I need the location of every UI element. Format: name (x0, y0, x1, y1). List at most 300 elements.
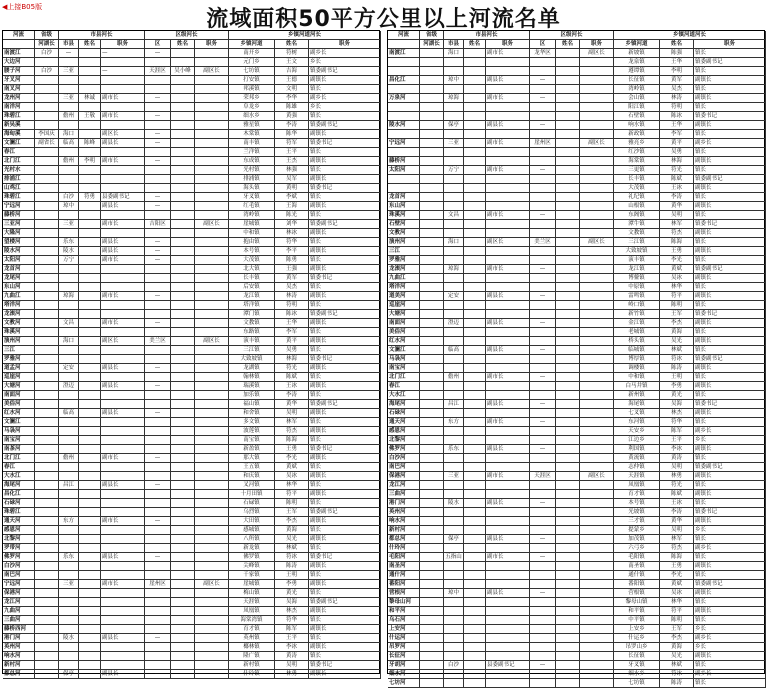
table-cell: 镇委副书记 (694, 355, 766, 364)
table-cell (420, 310, 444, 319)
table-cell (556, 670, 580, 679)
table-cell (464, 139, 486, 148)
table-cell (35, 409, 59, 418)
table-cell (580, 508, 614, 517)
table-cell (79, 76, 101, 85)
table-cell: 龙湖镇 (229, 364, 275, 373)
table-cell: 副市长 (101, 580, 145, 589)
table-cell: 副镇长 (694, 202, 766, 211)
table-cell (420, 211, 444, 220)
table-cell: 副县长 (101, 553, 145, 562)
table-cell (486, 616, 530, 625)
table-cell: 海口 (59, 337, 79, 346)
header-column-cell: 职务 (309, 40, 381, 49)
table-cell (171, 211, 195, 220)
table-cell: 副镇长 (309, 76, 381, 85)
table-cell (101, 265, 145, 274)
river-name-cell: 昌化江 (388, 76, 420, 85)
table-cell (580, 319, 614, 328)
table-cell: — (530, 445, 556, 454)
table-cell: 王华 (660, 58, 694, 67)
table-cell (171, 535, 195, 544)
table-cell: 镇长 (309, 346, 381, 355)
table-cell (145, 589, 171, 598)
table-cell (464, 112, 486, 121)
table-cell: 新政镇 (614, 130, 660, 139)
river-name-cell: 北门江 (3, 157, 35, 166)
table-cell (556, 481, 580, 490)
table-cell: 副市长 (486, 49, 530, 58)
table-cell: 邦溪镇 (229, 85, 275, 94)
table-cell: 吉海 (275, 67, 309, 76)
table-cell (530, 103, 556, 112)
table-cell (195, 175, 229, 184)
table-cell (464, 76, 486, 85)
table-cell (444, 310, 464, 319)
river-name-cell: 藤桥河 (3, 211, 35, 220)
river-name-cell: 道美河 (388, 292, 420, 301)
table-cell (464, 229, 486, 238)
table-cell (195, 364, 229, 373)
table-cell (35, 166, 59, 175)
table-cell (145, 274, 171, 283)
table-cell (444, 364, 464, 373)
river-name-cell: 响水河 (388, 517, 420, 526)
table-cell: 副区长 (101, 130, 145, 139)
table-cell: 副镇长 (694, 76, 766, 85)
table-cell: — (145, 481, 171, 490)
table-cell: 演丰镇 (614, 256, 660, 265)
table-cell (556, 229, 580, 238)
table-cell (556, 355, 580, 364)
table-cell: 新州镇 (614, 391, 660, 400)
table-cell (171, 499, 195, 508)
table-cell (486, 463, 530, 472)
table-cell (580, 301, 614, 310)
table-cell (195, 445, 229, 454)
table-cell: 黄斌 (275, 463, 309, 472)
table-cell (195, 166, 229, 175)
table-cell: 副市长 (486, 553, 530, 562)
table-cell (556, 454, 580, 463)
table-cell: 桥头镇 (614, 337, 660, 346)
table-cell: 白沙 (35, 49, 59, 58)
table-cell (195, 265, 229, 274)
table-cell: 王强 (275, 265, 309, 274)
table-cell (556, 373, 580, 382)
table-cell: 光村镇 (229, 166, 275, 175)
table-cell: 副县长 (101, 247, 145, 256)
table-cell (101, 526, 145, 535)
table-cell (530, 436, 556, 445)
table-cell: 中原镇 (614, 283, 660, 292)
table-cell: 镇委书记 (309, 661, 381, 670)
header-group-cell: 市县河长 (444, 31, 530, 40)
table-cell: — (530, 661, 556, 670)
table-cell: 长丰镇 (614, 175, 660, 184)
table-cell (195, 121, 229, 130)
river-name-cell: 三亚河 (3, 220, 35, 229)
table-cell: 王杰 (275, 157, 309, 166)
table-cell (420, 193, 444, 202)
table-cell (79, 265, 101, 274)
table-cell (35, 256, 59, 265)
river-name-cell: 北门江 (388, 373, 420, 382)
table-cell: 林华 (660, 598, 694, 607)
table-cell (195, 391, 229, 400)
table-cell (464, 679, 486, 688)
table-cell: 利国镇 (614, 445, 660, 454)
river-name-cell: 九曲江 (388, 274, 420, 283)
table-cell (59, 58, 79, 67)
table-cell (444, 508, 464, 517)
table-cell (444, 391, 464, 400)
table-cell (79, 184, 101, 193)
table-cell (464, 607, 486, 616)
table-cell: 副市长 (101, 517, 145, 526)
table-cell: 海口 (444, 49, 464, 58)
table-cell (79, 337, 101, 346)
table-cell (171, 184, 195, 193)
table-cell (580, 310, 614, 319)
table-cell (35, 616, 59, 625)
table-cell (530, 283, 556, 292)
river-name-cell: 佛罗河 (388, 445, 420, 454)
table-cell (171, 472, 195, 481)
table-cell (35, 580, 59, 589)
river-name-cell: 演州河 (3, 337, 35, 346)
table-cell (195, 544, 229, 553)
table-cell: 黄流镇 (614, 454, 660, 463)
table-cell: 万宁 (59, 256, 79, 265)
table-cell: 副县长 (486, 499, 530, 508)
table-cell (580, 292, 614, 301)
table-cell: 文教镇 (614, 229, 660, 238)
table-cell: 文教镇 (229, 319, 275, 328)
table-cell (580, 265, 614, 274)
table-cell: 博厚镇 (614, 355, 660, 364)
table-cell (530, 526, 556, 535)
table-cell: 镇委副书记 (694, 265, 766, 274)
river-name-cell: 龙滚河 (388, 265, 420, 274)
table-cell: 吴杰 (275, 283, 309, 292)
table-cell: 中平镇 (614, 616, 660, 625)
table-cell: 保亭 (444, 121, 464, 130)
table-cell: 海口 (444, 238, 464, 247)
table-cell: 陈华 (275, 130, 309, 139)
table-cell (420, 85, 444, 94)
table-cell (530, 355, 556, 364)
river-name-cell: 巡崖河 (3, 373, 35, 382)
river-name-cell: 石碌河 (388, 409, 420, 418)
table-cell: — (145, 130, 171, 139)
river-name-cell: 龙江河 (3, 598, 35, 607)
table-cell (35, 319, 59, 328)
table-cell: 镇委副书记 (309, 121, 381, 130)
table-cell (530, 409, 556, 418)
table-cell: 中和镇 (614, 373, 660, 382)
table-cell: 镇长 (309, 589, 381, 598)
table-cell (420, 391, 444, 400)
table-cell: 副镇长 (309, 247, 381, 256)
table-cell: 符杰 (275, 427, 309, 436)
table-cell (35, 625, 59, 634)
header-column-cell: 区 (530, 40, 556, 49)
table-cell: 副乡长 (694, 670, 766, 679)
table-cell (420, 454, 444, 463)
table-cell: 副县长 (101, 670, 145, 679)
table-cell: 副镇长 (309, 265, 381, 274)
river-name-cell: 海尾河 (388, 400, 420, 409)
table-cell (145, 427, 171, 436)
table-cell: 林华 (660, 283, 694, 292)
table-cell: 王勇 (660, 247, 694, 256)
table-cell (101, 607, 145, 616)
table-cell (79, 427, 101, 436)
table-cell (145, 58, 171, 67)
table-cell: 琼中 (59, 202, 79, 211)
header-group-cell: 区级河长 (145, 31, 229, 40)
table-cell (464, 454, 486, 463)
table-cell (171, 562, 195, 571)
table-cell (580, 580, 614, 589)
table-cell (580, 526, 614, 535)
table-cell (486, 355, 530, 364)
table-cell (486, 679, 530, 688)
river-name-cell: 大边河 (3, 58, 35, 67)
table-cell (580, 67, 614, 76)
table-cell (464, 535, 486, 544)
table-cell: 镇委副书记 (694, 580, 766, 589)
table-cell: 副镇长 (309, 319, 381, 328)
table-cell: 多文镇 (229, 418, 275, 427)
table-cell: 石壁镇 (614, 112, 660, 121)
table-cell (35, 571, 59, 580)
table-cell (101, 472, 145, 481)
table-cell (556, 553, 580, 562)
table-cell (35, 634, 59, 643)
table-cell (486, 274, 530, 283)
table-cell: 林杰 (275, 607, 309, 616)
header-column-cell: 河湖长 (35, 40, 59, 49)
table-cell (195, 373, 229, 382)
table-cell (420, 616, 444, 625)
table-cell (444, 157, 464, 166)
table-cell (444, 679, 464, 688)
table-cell: 海尾镇 (614, 400, 660, 409)
table-cell: 副镇长 (694, 490, 766, 499)
table-cell (195, 535, 229, 544)
river-name-cell: 港门河 (3, 634, 35, 643)
table-cell: 符光 (660, 166, 694, 175)
table-cell: 镇委书记 (309, 274, 381, 283)
table-cell: 天涯区 (145, 67, 171, 76)
table-cell (145, 346, 171, 355)
table-cell (59, 355, 79, 364)
table-cell: 上安乡 (614, 625, 660, 634)
table-cell: 叉河镇 (229, 481, 275, 490)
table-cell (35, 607, 59, 616)
table-cell: 林军 (660, 220, 694, 229)
table-cell (530, 229, 556, 238)
table-cell (145, 508, 171, 517)
table-cell (145, 301, 171, 310)
table-cell (420, 49, 444, 58)
table-cell (464, 58, 486, 67)
table-cell: 加茂镇 (614, 535, 660, 544)
table-cell (171, 616, 195, 625)
table-cell: 元门乡 (229, 58, 275, 67)
table-cell (556, 346, 580, 355)
table-cell (35, 508, 59, 517)
table-cell (171, 418, 195, 427)
table-cell: 镇长 (694, 103, 766, 112)
table-cell (79, 598, 101, 607)
table-cell: 副区长 (580, 139, 614, 148)
table-cell (530, 391, 556, 400)
table-cell: 吴冰 (275, 472, 309, 481)
table-cell (486, 157, 530, 166)
table-cell: 黄涛 (660, 454, 694, 463)
river-name-cell: 通天河 (388, 418, 420, 427)
table-cell: 黄光 (275, 589, 309, 598)
table-cell: 李涛 (275, 391, 309, 400)
table-cell (35, 454, 59, 463)
table-cell: 林华 (275, 481, 309, 490)
table-cell (530, 616, 556, 625)
table-cell (420, 328, 444, 337)
table-cell (464, 220, 486, 229)
table-cell (79, 535, 101, 544)
table-cell: 东方 (59, 517, 79, 526)
table-cell: 黄平 (275, 337, 309, 346)
river-name-cell: 乌石河 (388, 616, 420, 625)
table-cell (195, 328, 229, 337)
table-cell (556, 202, 580, 211)
table-cell (195, 499, 229, 508)
table-cell (195, 571, 229, 580)
table-cell (35, 418, 59, 427)
table-cell: 陈明 (275, 499, 309, 508)
table-cell: 副镇长 (694, 184, 766, 193)
table-cell: 崖城镇 (229, 580, 275, 589)
table-cell (556, 256, 580, 265)
table-cell: 儋州 (59, 112, 79, 121)
table-cell (35, 391, 59, 400)
table-cell: 镇长 (694, 283, 766, 292)
river-name-cell: 东山河 (3, 283, 35, 292)
table-cell (420, 202, 444, 211)
header-column-cell: 姓名 (79, 40, 101, 49)
table-cell: 李明 (660, 67, 694, 76)
table-cell: 三亚 (444, 472, 464, 481)
river-name-cell: 通天河 (3, 517, 35, 526)
table-cell (35, 463, 59, 472)
table-cell (444, 103, 464, 112)
table-cell: 李光 (275, 454, 309, 463)
table-cell: 副区长 (195, 580, 229, 589)
table-cell (35, 427, 59, 436)
table-cell: 王冰 (660, 184, 694, 193)
river-name-cell: 番阳河 (388, 580, 420, 589)
table-cell (556, 607, 580, 616)
table-cell (145, 607, 171, 616)
table-cell: 副镇长 (309, 382, 381, 391)
table-cell (444, 382, 464, 391)
river-name-cell: 万泉河 (388, 94, 420, 103)
table-cell: 陈光 (275, 211, 309, 220)
table-cell (556, 130, 580, 139)
table-cell (530, 580, 556, 589)
table-cell: 副镇长 (694, 562, 766, 571)
table-cell (79, 499, 101, 508)
table-cell (486, 85, 530, 94)
table-cell (580, 346, 614, 355)
table-cell: 江边乡 (614, 436, 660, 445)
table-cell (444, 301, 464, 310)
table-cell (420, 301, 444, 310)
table-cell: 林斌 (660, 661, 694, 670)
table-cell: 副市长 (486, 94, 530, 103)
table-cell (59, 625, 79, 634)
table-cell (420, 589, 444, 598)
table-cell (464, 130, 486, 139)
table-cell: 镇长 (694, 661, 766, 670)
river-name-cell: 陵水河 (3, 247, 35, 256)
table-cell (420, 490, 444, 499)
table-cell: 副县长 (486, 346, 530, 355)
table-cell (35, 400, 59, 409)
table-cell: 金江镇 (614, 319, 660, 328)
table-cell (195, 472, 229, 481)
river-name-cell: 什玲河 (388, 544, 420, 553)
table-cell (35, 436, 59, 445)
table-cell (35, 328, 59, 337)
river-name-cell: 南宝河 (388, 364, 420, 373)
table-cell: 东路镇 (229, 328, 275, 337)
header-column-cell: 区 (145, 40, 171, 49)
table-cell: 陈海 (660, 553, 694, 562)
table-cell: 镇委副书记 (309, 400, 381, 409)
table-cell: 长征镇 (614, 652, 660, 661)
table-cell: 营根镇 (614, 589, 660, 598)
river-name-cell: 都总河 (388, 535, 420, 544)
table-cell: 澄迈 (444, 319, 464, 328)
table-cell (171, 355, 195, 364)
table-cell: 细水乡 (614, 670, 660, 679)
table-cell: 副镇长 (309, 202, 381, 211)
table-cell: 乡长 (694, 643, 766, 652)
table-cell: 黄强 (275, 112, 309, 121)
table-cell: 吴勇 (660, 148, 694, 157)
table-cell: 天涯区 (530, 472, 556, 481)
table-cell: 雅星镇 (229, 121, 275, 130)
table-cell: 林斌 (275, 544, 309, 553)
table-cell: 抱由镇 (229, 238, 275, 247)
table-cell: 三亚 (444, 139, 464, 148)
table-cell: 镇长 (694, 193, 766, 202)
table-cell (171, 157, 195, 166)
table-cell: 副区长 (101, 337, 145, 346)
table-cell (580, 436, 614, 445)
table-cell (580, 94, 614, 103)
table-cell (101, 535, 145, 544)
table-cell: 吴海 (275, 598, 309, 607)
table-cell: 昌江 (444, 400, 464, 409)
table-cell (556, 445, 580, 454)
table-cell: 佛罗镇 (229, 553, 275, 562)
table-cell (420, 274, 444, 283)
